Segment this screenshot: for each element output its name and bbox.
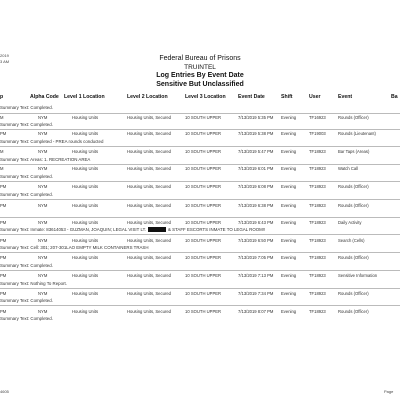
col-header-event-date: Event Date bbox=[238, 94, 265, 100]
summary-text: Summary Text: Completed. bbox=[0, 105, 53, 110]
classification-label: Sensitive But Unclassified bbox=[156, 81, 244, 88]
redaction-block bbox=[148, 227, 166, 232]
agency-name: Federal Bureau of Prisons bbox=[159, 55, 241, 62]
summary-text: Summary Text: Cell: 301; 207-301LAO EMPTY MILK CONTAINERS TRASH bbox=[0, 245, 149, 250]
col-header-user: User bbox=[309, 94, 321, 100]
summary-text: Summary Text: Completed. bbox=[0, 298, 53, 303]
row-divider bbox=[0, 181, 400, 182]
table-row: PM NYM Housing Units Housing Units, Secured 10 SOUTH UPPER 7/13/2019 5:38 PM Evening TF19003 Rounds (Lieutenant) bbox=[0, 131, 376, 136]
summary-text: Summary Text: Completed. bbox=[0, 316, 53, 321]
col-header-event: Event bbox=[338, 94, 353, 100]
row-divider bbox=[0, 305, 400, 306]
row-divider bbox=[0, 129, 400, 130]
footer-page-label: Page bbox=[384, 389, 394, 394]
table-row: PM NYM Housing Units Housing Units, Secured 10 SOUTH UPPER 7/13/2019 7:34 PM Evening TF18923 Rounds (Officer) bbox=[0, 291, 369, 296]
report-time-fragment: 3 AM bbox=[0, 59, 10, 64]
table-row: M NYM Housing Units Housing Units, Secured 10 SOUTH UPPER 7/13/2019 5:47 PM Evening TF18923 Bar Taps (Areas) bbox=[0, 149, 370, 154]
col-header-fragment-right: Ba bbox=[391, 94, 398, 100]
table-row: PM NYM Housing Units Housing Units, Secured 10 SOUTH UPPER 7/13/2019 7:13 PM Evening TF18923 Sensitive Information bbox=[0, 273, 378, 278]
table-row: PM NYM Housing Units Housing Units, Secured 10 SOUTH UPPER 7/13/2019 6:43 PM Evening TF18923 Daily Activity bbox=[0, 220, 362, 225]
table-row: PM NYM Housing Units Housing Units, Secured 10 SOUTH UPPER 7/13/2019 6:38 PM Evening TF18923 Rounds (Officer) bbox=[0, 203, 369, 208]
table-row: PM NYM Housing Units Housing Units, Secured 10 SOUTH UPPER 7/13/2019 6:50 PM Evening TF18923 Search (Cells) bbox=[0, 238, 365, 243]
summary-text: Summary Text: Completed - PREA rounds conducted bbox=[0, 139, 104, 144]
col-header-shift: Shift bbox=[281, 94, 293, 100]
summary-text: Summary Text: Completed. bbox=[0, 122, 53, 127]
col-header-alpha-code: Alpha Code bbox=[30, 94, 59, 100]
row-divider bbox=[0, 164, 400, 165]
row-divider bbox=[0, 113, 400, 114]
summary-text: Summary Text: Completed. bbox=[0, 192, 53, 197]
row-divider bbox=[0, 270, 400, 271]
row-divider bbox=[0, 199, 400, 200]
col-header-level1: Level 1 Location bbox=[64, 94, 105, 100]
summary-text: Summary Text: Areas: 1. RECREATION AREA bbox=[0, 157, 91, 162]
table-row: PM NYM Housing Units Housing Units, Secured 10 SOUTH UPPER 7/13/2019 6:08 PM Evening TF18923 Rounds (Officer) bbox=[0, 184, 369, 189]
summary-text: Summary Text: Nothing To Report. bbox=[0, 281, 67, 286]
row-divider bbox=[0, 217, 400, 218]
summary-text: Summary Text: Completed. bbox=[0, 263, 53, 268]
table-row: M NYM Housing Units Housing Units, Secured 10 SOUTH UPPER 7/13/2019 6:01 PM Evening TF18923 Watch Call bbox=[0, 166, 359, 171]
row-divider bbox=[0, 252, 400, 253]
col-header-fragment: p bbox=[0, 94, 4, 100]
report-date-fragment: 2019 bbox=[0, 53, 9, 58]
table-row: PM NYM Housing Units Housing Units, Secured 10 SOUTH UPPER 7/13/2019 8:07 PM Evening TF18923 Rounds (Officer) bbox=[0, 309, 369, 314]
row-divider bbox=[0, 234, 400, 235]
table-row: M NYM Housing Units Housing Units, Secured 10 SOUTH UPPER 7/13/2019 5:35 PM Evening TF16923 Rounds (Officer) bbox=[0, 115, 369, 120]
system-name: TRUINTEL bbox=[184, 64, 216, 71]
row-divider bbox=[0, 288, 400, 289]
table-row: PM NYM Housing Units Housing Units, Secured 10 SOUTH UPPER 7/13/2019 7:05 PM Evening TF18923 Rounds (Officer) bbox=[0, 255, 369, 260]
summary-text: Summary Text: Completed. bbox=[0, 174, 53, 179]
col-header-level3: Level 3 Location bbox=[185, 94, 226, 100]
col-header-level2: Level 2 Location bbox=[127, 94, 168, 100]
footer-doc-number: 4605 bbox=[0, 389, 9, 394]
report-title: Log Entries By Event Date bbox=[156, 72, 244, 79]
row-divider bbox=[0, 146, 400, 147]
summary-text: Summary Text: Inmate: 83614053 - GUZMAN, JOAQUIN; LEGAL VISIT LT. & STAFF ESCORTS INMATE TO LEGAL ROOM!! bbox=[0, 227, 266, 232]
